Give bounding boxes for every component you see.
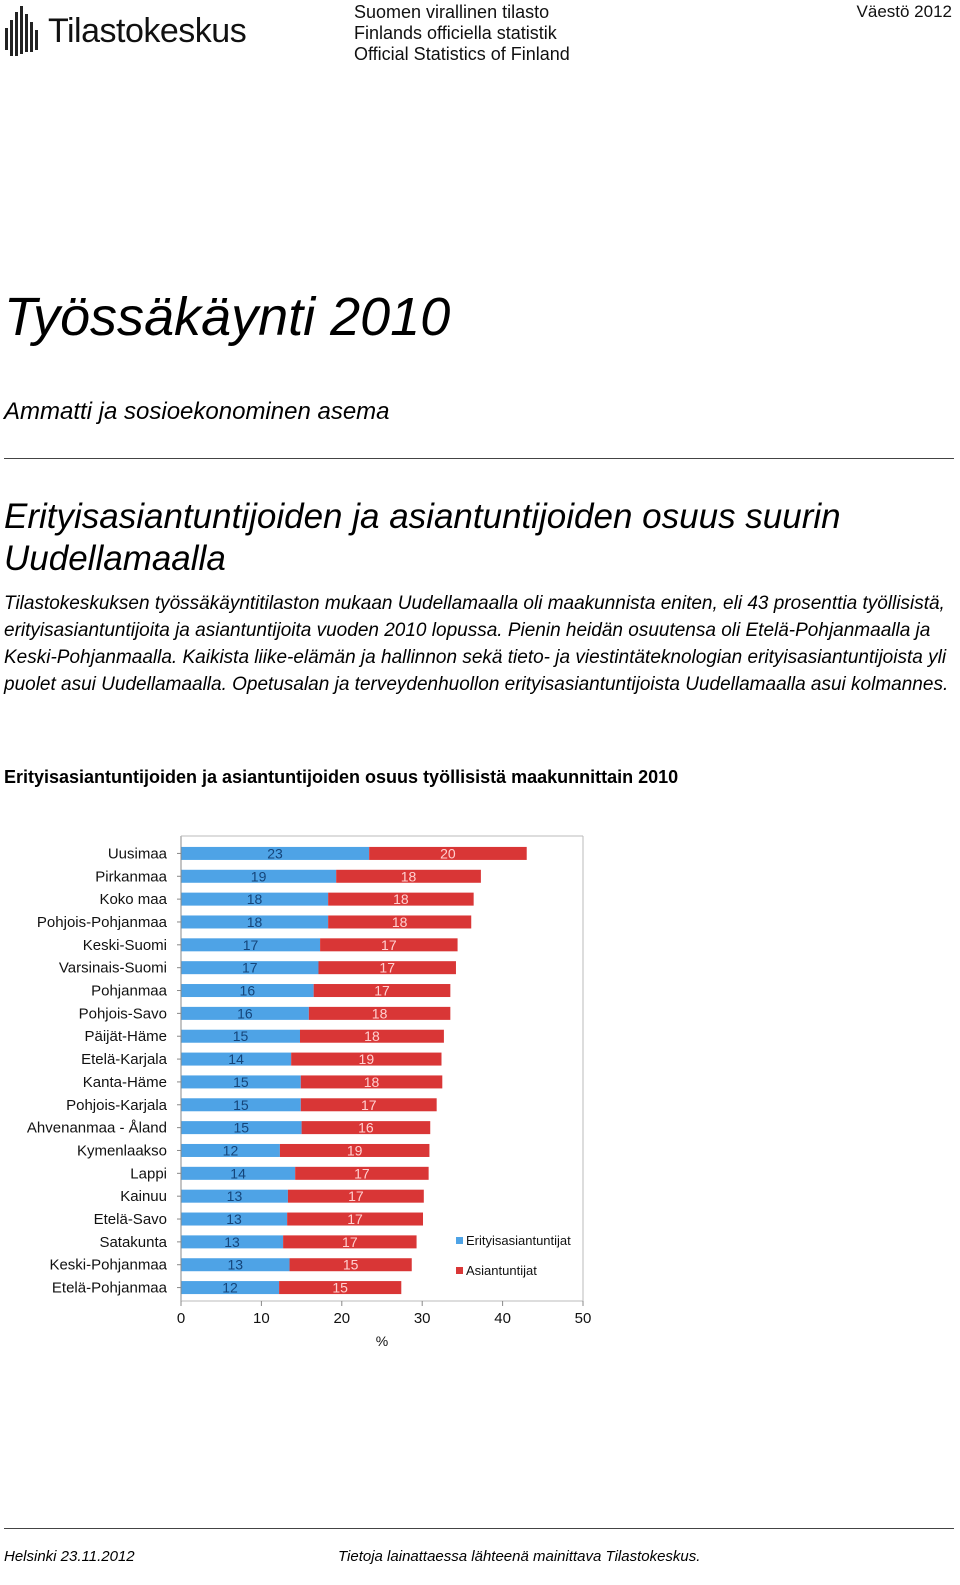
data-label: 17 xyxy=(354,1165,370,1182)
official-line-sv: Finlands officiella statistik xyxy=(354,23,557,43)
legend-label: Erityisasiantuntijat xyxy=(466,1233,571,1248)
official-statistics-label xyxy=(354,2,570,65)
data-label: 17 xyxy=(347,1211,363,1228)
data-label: 17 xyxy=(379,959,396,976)
category-label: Pohjanmaa xyxy=(91,982,167,1000)
data-label: 17 xyxy=(241,959,258,976)
data-label: 17 xyxy=(360,1096,377,1113)
legend-swatch xyxy=(456,1267,463,1274)
data-label: 12 xyxy=(222,1279,238,1296)
body-paragraph: Tilastokeskuksen työssäkäyntitilaston mukaan Uudellamaalla oli maakunnista eniten, eli 43 prosenttia työllisistä, erityisasiantuntijoita ja asiantuntijoita vuoden 2010 lopussa. Pienin heidän osuutensa oli Etelä-Pohjanmaalla ja Keski-Pohjanmaalla. Kaikista liike-elämän ja hallinnon sekä tieto- ja viestintäteknologian erityisasiantuntijoista yli puolet asui Uudellamaalla. Opetusalan ja terveydenhuollon erityisasiantuntijoista Uudellamaalla asui kolmannes. xyxy=(4,593,949,695)
data-label: 23 xyxy=(267,845,283,862)
bars xyxy=(181,845,527,1295)
category-label: Kanta-Häme xyxy=(82,1073,167,1091)
category-label: Pohjois-Savo xyxy=(78,1005,167,1023)
category-label: Satakunta xyxy=(99,1233,167,1251)
data-label: 14 xyxy=(230,1165,246,1182)
data-label: 18 xyxy=(371,1005,388,1022)
category-label: Etelä-Karjala xyxy=(81,1051,167,1069)
data-label: 15 xyxy=(233,1096,249,1113)
logo-wordmark: Tilastokeskus xyxy=(48,12,247,50)
data-label: 18 xyxy=(246,913,263,930)
data-label: 13 xyxy=(224,1233,240,1250)
category-label: Uusimaa xyxy=(107,845,167,863)
official-line-en: Official Statistics of Finland xyxy=(354,44,570,64)
data-label: 18 xyxy=(393,891,409,908)
x-tick-label: 20 xyxy=(333,1310,351,1327)
data-label: 19 xyxy=(250,868,267,885)
data-label: 13 xyxy=(226,1211,242,1228)
page-title: Työssäkäynti 2010 xyxy=(4,287,451,347)
category-label: Pohjois-Karjala xyxy=(66,1096,167,1114)
data-label: 20 xyxy=(440,845,456,862)
category-label: Kainuu xyxy=(120,1188,167,1206)
logo-bars-icon xyxy=(4,6,44,58)
series-label: Väestö 2012 xyxy=(856,2,952,21)
category-label: Etelä-Pohjanmaa xyxy=(51,1279,167,1297)
data-label: 15 xyxy=(233,1073,249,1090)
data-label: 18 xyxy=(391,913,408,930)
data-label: 19 xyxy=(358,1051,375,1068)
category-label: Koko maa xyxy=(99,891,167,909)
data-label: 17 xyxy=(374,982,390,999)
category-label: Lappi xyxy=(130,1165,167,1183)
x-tick-label: 50 xyxy=(574,1310,592,1327)
data-label: 17 xyxy=(342,1233,358,1250)
category-label: Kymenlaakso xyxy=(76,1142,167,1160)
category-label: Etelä-Savo xyxy=(93,1211,167,1229)
data-label: 16 xyxy=(239,982,256,999)
x-tick-label: 10 xyxy=(253,1310,270,1327)
category-label: Pohjois-Pohjanmaa xyxy=(36,913,167,931)
data-label: 16 xyxy=(358,1119,374,1136)
data-label: 12 xyxy=(222,1142,239,1159)
data-label: 17 xyxy=(381,936,397,953)
data-label: 18 xyxy=(400,868,417,885)
data-label: 18 xyxy=(246,891,263,908)
legend-swatch xyxy=(456,1237,463,1244)
stacked-bar-chart xyxy=(0,830,960,1360)
data-label: 18 xyxy=(363,1073,380,1090)
category-label: Keski-Suomi xyxy=(82,936,167,954)
data-label: 17 xyxy=(348,1188,364,1205)
chart-title: Erityisasiantuntijoiden ja asiantuntijoiden osuus työllisistä maakunnittain 2010 xyxy=(4,767,679,787)
category-label: Pirkanmaa xyxy=(95,868,167,886)
data-label: 15 xyxy=(232,1028,249,1045)
x-tick-label: 30 xyxy=(413,1310,431,1327)
chart-legend xyxy=(456,1233,571,1278)
category-label: Päijät-Häme xyxy=(84,1028,167,1046)
data-label: 13 xyxy=(226,1188,243,1205)
data-label: 15 xyxy=(342,1256,359,1273)
data-label: 14 xyxy=(228,1051,244,1068)
data-label: 15 xyxy=(233,1119,250,1136)
x-tick-label: 40 xyxy=(494,1310,511,1327)
data-label: 18 xyxy=(364,1028,380,1045)
tilastokeskus-logo xyxy=(2,2,342,58)
x-tick-label: 0 xyxy=(176,1310,186,1327)
legend-label: Asiantuntijat xyxy=(466,1263,537,1278)
data-label: 19 xyxy=(346,1142,363,1159)
section-heading: Erityisasiantuntijoiden ja asiantuntijoiden osuus suurin Uudellamaalla xyxy=(4,497,841,578)
data-label: 15 xyxy=(332,1279,348,1296)
category-label: Ahvenanmaa - Åland xyxy=(26,1119,167,1137)
footer-date: Helsinki 23.11.2012 xyxy=(4,1548,135,1565)
footer-citation: Tietoja lainattaessa lähteenä mainittava Tilastokeskus. xyxy=(338,1548,701,1565)
category-label: Varsinais-Suomi xyxy=(58,959,167,977)
category-label: Keski-Pohjanmaa xyxy=(49,1256,167,1274)
official-line-fi: Suomen virallinen tilasto xyxy=(354,2,550,22)
category-labels xyxy=(27,845,168,1296)
data-label: 13 xyxy=(227,1256,244,1273)
divider xyxy=(4,458,954,459)
x-axis-label: % xyxy=(375,1333,389,1349)
page-subtitle: Ammatti ja sosioekonominen asema xyxy=(4,398,390,425)
footer-divider xyxy=(4,1528,954,1529)
data-label: 16 xyxy=(237,1005,253,1022)
data-label: 17 xyxy=(242,936,259,953)
